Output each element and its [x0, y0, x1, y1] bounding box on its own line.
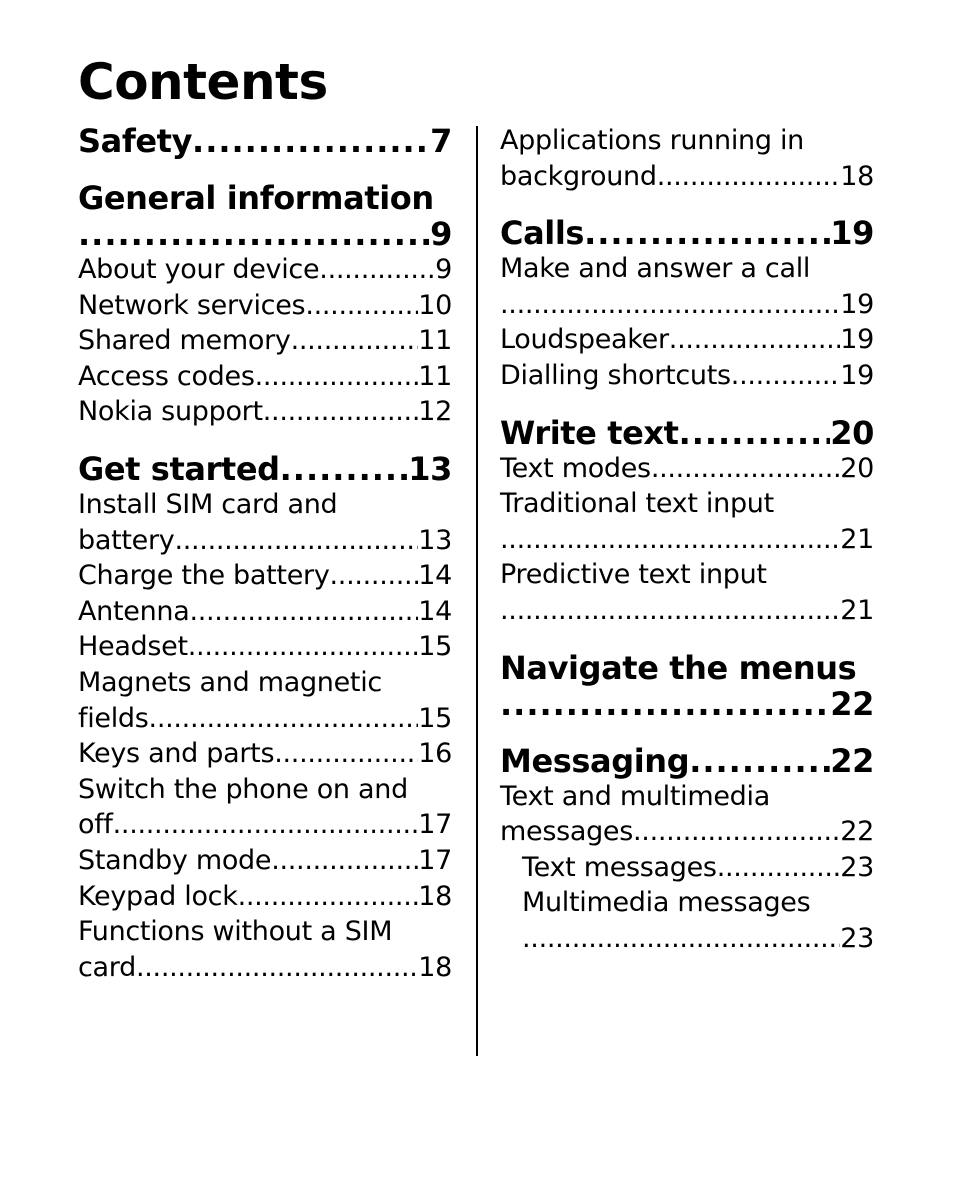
dot-leader: [330, 558, 419, 594]
dot-leader: [263, 394, 418, 430]
dot-leader: [192, 123, 430, 159]
page-number: 15: [418, 702, 452, 734]
page-number: 19: [840, 288, 874, 320]
toc-section: [78, 451, 452, 985]
page-number: 14: [418, 595, 452, 627]
toc-item-keys-and-parts[interactable]: [78, 736, 452, 772]
toc-heading-navigate-the-menus: Navigate the menus: [500, 648, 857, 687]
toc-heading-calls[interactable]: [500, 215, 874, 251]
toc-heading-messaging-label: Messaging: [500, 742, 690, 779]
toc-item-dialling-shortcuts-label: Dialling shortcuts: [500, 359, 731, 391]
toc-item-make-and-answer-a-call-page-line[interactable]: [500, 287, 874, 323]
toc-section: [500, 415, 874, 629]
page-number: 22: [830, 742, 874, 779]
dot-leader: [500, 686, 830, 722]
dot-leader: [188, 629, 418, 665]
toc-item-headset[interactable]: [78, 629, 452, 665]
toc-item-charge-the-battery-label: Charge the battery: [78, 560, 330, 592]
toc-item-predictive-text-input: Predictive text input: [500, 559, 767, 591]
dot-leader: [584, 215, 830, 251]
page-number: 15: [418, 631, 452, 663]
dot-leader: [174, 523, 418, 559]
toc-heading-calls-label: Calls: [500, 215, 585, 252]
page-number: 19: [840, 359, 874, 391]
toc-item-access-codes[interactable]: [78, 359, 452, 395]
toc-item-nokia-support-label: Nokia support: [78, 396, 263, 428]
toc-heading-navigate-the-menus-page-line[interactable]: [500, 686, 874, 722]
toc-item-make-and-answer-a-call: Make and answer a call: [500, 253, 811, 285]
toc-item-network-services-label: Network services: [78, 289, 306, 321]
dot-leader: [113, 807, 419, 843]
toc-item-charge-the-battery[interactable]: [78, 558, 452, 594]
toc-item-standby-mode-label: Standby mode: [78, 844, 272, 876]
dot-leader: [500, 522, 840, 558]
toc-section: [500, 743, 874, 957]
toc-item-install-sim-card-and: Install SIM card and: [78, 488, 338, 520]
toc-item-antenna[interactable]: [78, 594, 452, 630]
toc-item-install-sim-card-and-page-line-label: battery: [78, 524, 175, 556]
toc-heading-safety-label: Safety: [78, 123, 193, 159]
page-number: 13: [408, 450, 452, 487]
toc-heading-general-information-page-line[interactable]: [78, 216, 452, 252]
dot-leader: [731, 358, 840, 394]
page-number: 20: [830, 414, 874, 451]
toc-item-loudspeaker-label: Loudspeaker: [500, 324, 669, 356]
dot-leader: [274, 736, 418, 772]
toc-heading-general-information: General information: [78, 179, 434, 217]
page-number: 11: [418, 325, 452, 357]
page-number: 7: [430, 123, 452, 159]
toc-heading-write-text-label: Write text: [500, 414, 679, 451]
dot-leader: [669, 322, 840, 358]
toc-heading-get-started[interactable]: [78, 451, 452, 487]
page-number: 16: [418, 738, 452, 770]
dot-leader: [280, 451, 409, 487]
toc-item-nokia-support[interactable]: [78, 394, 452, 430]
page-number: 20: [840, 452, 874, 484]
toc-left-column: [78, 123, 452, 985]
toc-item-text-modes-label: Text modes: [500, 452, 651, 484]
toc-item-shared-memory-label: Shared memory: [78, 325, 291, 357]
toc-item-text-messages-label: Text messages: [522, 851, 717, 883]
page-number: 22: [830, 685, 874, 722]
dot-leader: [500, 593, 840, 629]
toc-item-magnets-and-magnetic-page-line[interactable]: [78, 701, 452, 737]
toc-item-traditional-text-input-page-line[interactable]: [500, 522, 874, 558]
dot-leader: [136, 950, 418, 986]
dot-leader: [657, 159, 841, 195]
toc-section: [78, 123, 452, 159]
toc-item-magnets-and-magnetic: Magnets and magnetic: [78, 666, 382, 698]
toc-item-keys-and-parts-label: Keys and parts: [78, 738, 275, 770]
dot-leader: [78, 216, 430, 252]
toc-item-keypad-lock-label: Keypad lock: [78, 880, 238, 912]
page-number: 19: [840, 324, 874, 356]
toc-section: [78, 180, 452, 430]
page-number: 23: [840, 851, 874, 883]
page-number: 14: [418, 560, 452, 592]
page-number: 18: [418, 880, 452, 912]
toc-item-applications-running-in-page-line-label: background: [500, 160, 657, 192]
dot-leader: [689, 743, 830, 779]
toc-item-antenna-label: Antenna: [78, 595, 190, 627]
toc-item-multimedia-messages-page-line[interactable]: [500, 921, 874, 957]
toc-item-switch-the-phone-on-and-page-line[interactable]: [78, 807, 452, 843]
toc-item-standby-mode[interactable]: [78, 843, 452, 879]
dot-leader: [255, 359, 419, 395]
dot-leader: [319, 252, 435, 288]
toc-item-about-your-device[interactable]: [78, 252, 452, 288]
page-number: 18: [840, 160, 874, 192]
page-number: 12: [418, 396, 452, 428]
dot-leader: [305, 288, 418, 324]
page-number: 22: [840, 816, 874, 848]
dot-leader: [679, 415, 831, 451]
toc-heading-get-started-label: Get started: [78, 450, 280, 487]
toc-section: [500, 123, 874, 194]
toc-item-about-your-device-label: About your device: [78, 254, 320, 285]
toc-section: [500, 215, 874, 393]
toc-item-text-messages[interactable]: [500, 850, 874, 886]
toc-heading-messaging[interactable]: [500, 743, 874, 779]
toc-item-text-and-multimedia-page-line[interactable]: [500, 814, 874, 850]
toc-item-dialling-shortcuts[interactable]: [500, 358, 874, 394]
toc-item-headset-label: Headset: [78, 631, 188, 663]
page-title: Contents: [78, 53, 328, 111]
toc-section: [500, 650, 874, 722]
page-number: 10: [418, 289, 452, 321]
toc-item-keypad-lock[interactable]: [78, 879, 452, 915]
toc-item-applications-running-in-page-line[interactable]: [500, 159, 874, 195]
toc-heading-safety[interactable]: [78, 123, 452, 159]
toc-item-switch-the-phone-on-and-page-line-label: off: [78, 809, 113, 841]
toc-item-functions-without-a-sim-page-line[interactable]: [78, 950, 452, 986]
toc-item-functions-without-a-sim: Functions without a SIM: [78, 916, 393, 948]
page-number: 11: [418, 360, 452, 392]
toc-item-text-modes[interactable]: [500, 451, 874, 487]
page-number: 19: [830, 215, 874, 252]
toc-item-traditional-text-input: Traditional text input: [500, 488, 774, 520]
dot-leader: [238, 879, 419, 915]
toc-heading-write-text[interactable]: [500, 415, 874, 451]
toc-item-multimedia-messages: Multimedia messages: [522, 887, 811, 919]
page-number: 18: [418, 951, 452, 983]
dot-leader: [633, 814, 840, 850]
dot-leader: [522, 921, 840, 957]
toc-item-magnets-and-magnetic-page-line-label: fields: [78, 702, 149, 734]
page-number: 13: [418, 524, 452, 556]
toc-right-column: [500, 123, 874, 957]
toc-item-applications-running-in: Applications running in: [500, 125, 804, 156]
dot-leader: [291, 323, 419, 359]
dot-leader: [717, 850, 841, 886]
dot-leader: [500, 287, 840, 323]
page-number: 23: [840, 922, 874, 954]
toc-item-text-and-multimedia-page-line-label: messages: [500, 816, 634, 848]
page-number: 17: [418, 844, 452, 876]
column-divider: [476, 126, 478, 1056]
page-number: 9: [430, 216, 452, 252]
toc-item-predictive-text-input-page-line[interactable]: [500, 593, 874, 629]
toc-item-install-sim-card-and-page-line[interactable]: [78, 523, 452, 559]
toc-item-network-services[interactable]: [78, 288, 452, 324]
page-number: 21: [840, 594, 874, 626]
dot-leader: [189, 594, 418, 630]
page-number: 9: [435, 254, 452, 285]
toc-item-switch-the-phone-on-and: Switch the phone on and: [78, 773, 408, 805]
dot-leader: [271, 843, 418, 879]
page-number: 21: [840, 523, 874, 555]
dot-leader: [651, 451, 840, 487]
toc-item-loudspeaker[interactable]: [500, 322, 874, 358]
page-number: 17: [418, 809, 452, 841]
toc-item-functions-without-a-sim-page-line-label: card: [78, 951, 136, 983]
toc-item-access-codes-label: Access codes: [78, 360, 255, 392]
toc-item-text-and-multimedia: Text and multimedia: [500, 780, 770, 812]
dot-leader: [149, 701, 419, 737]
toc-item-shared-memory[interactable]: [78, 323, 452, 359]
